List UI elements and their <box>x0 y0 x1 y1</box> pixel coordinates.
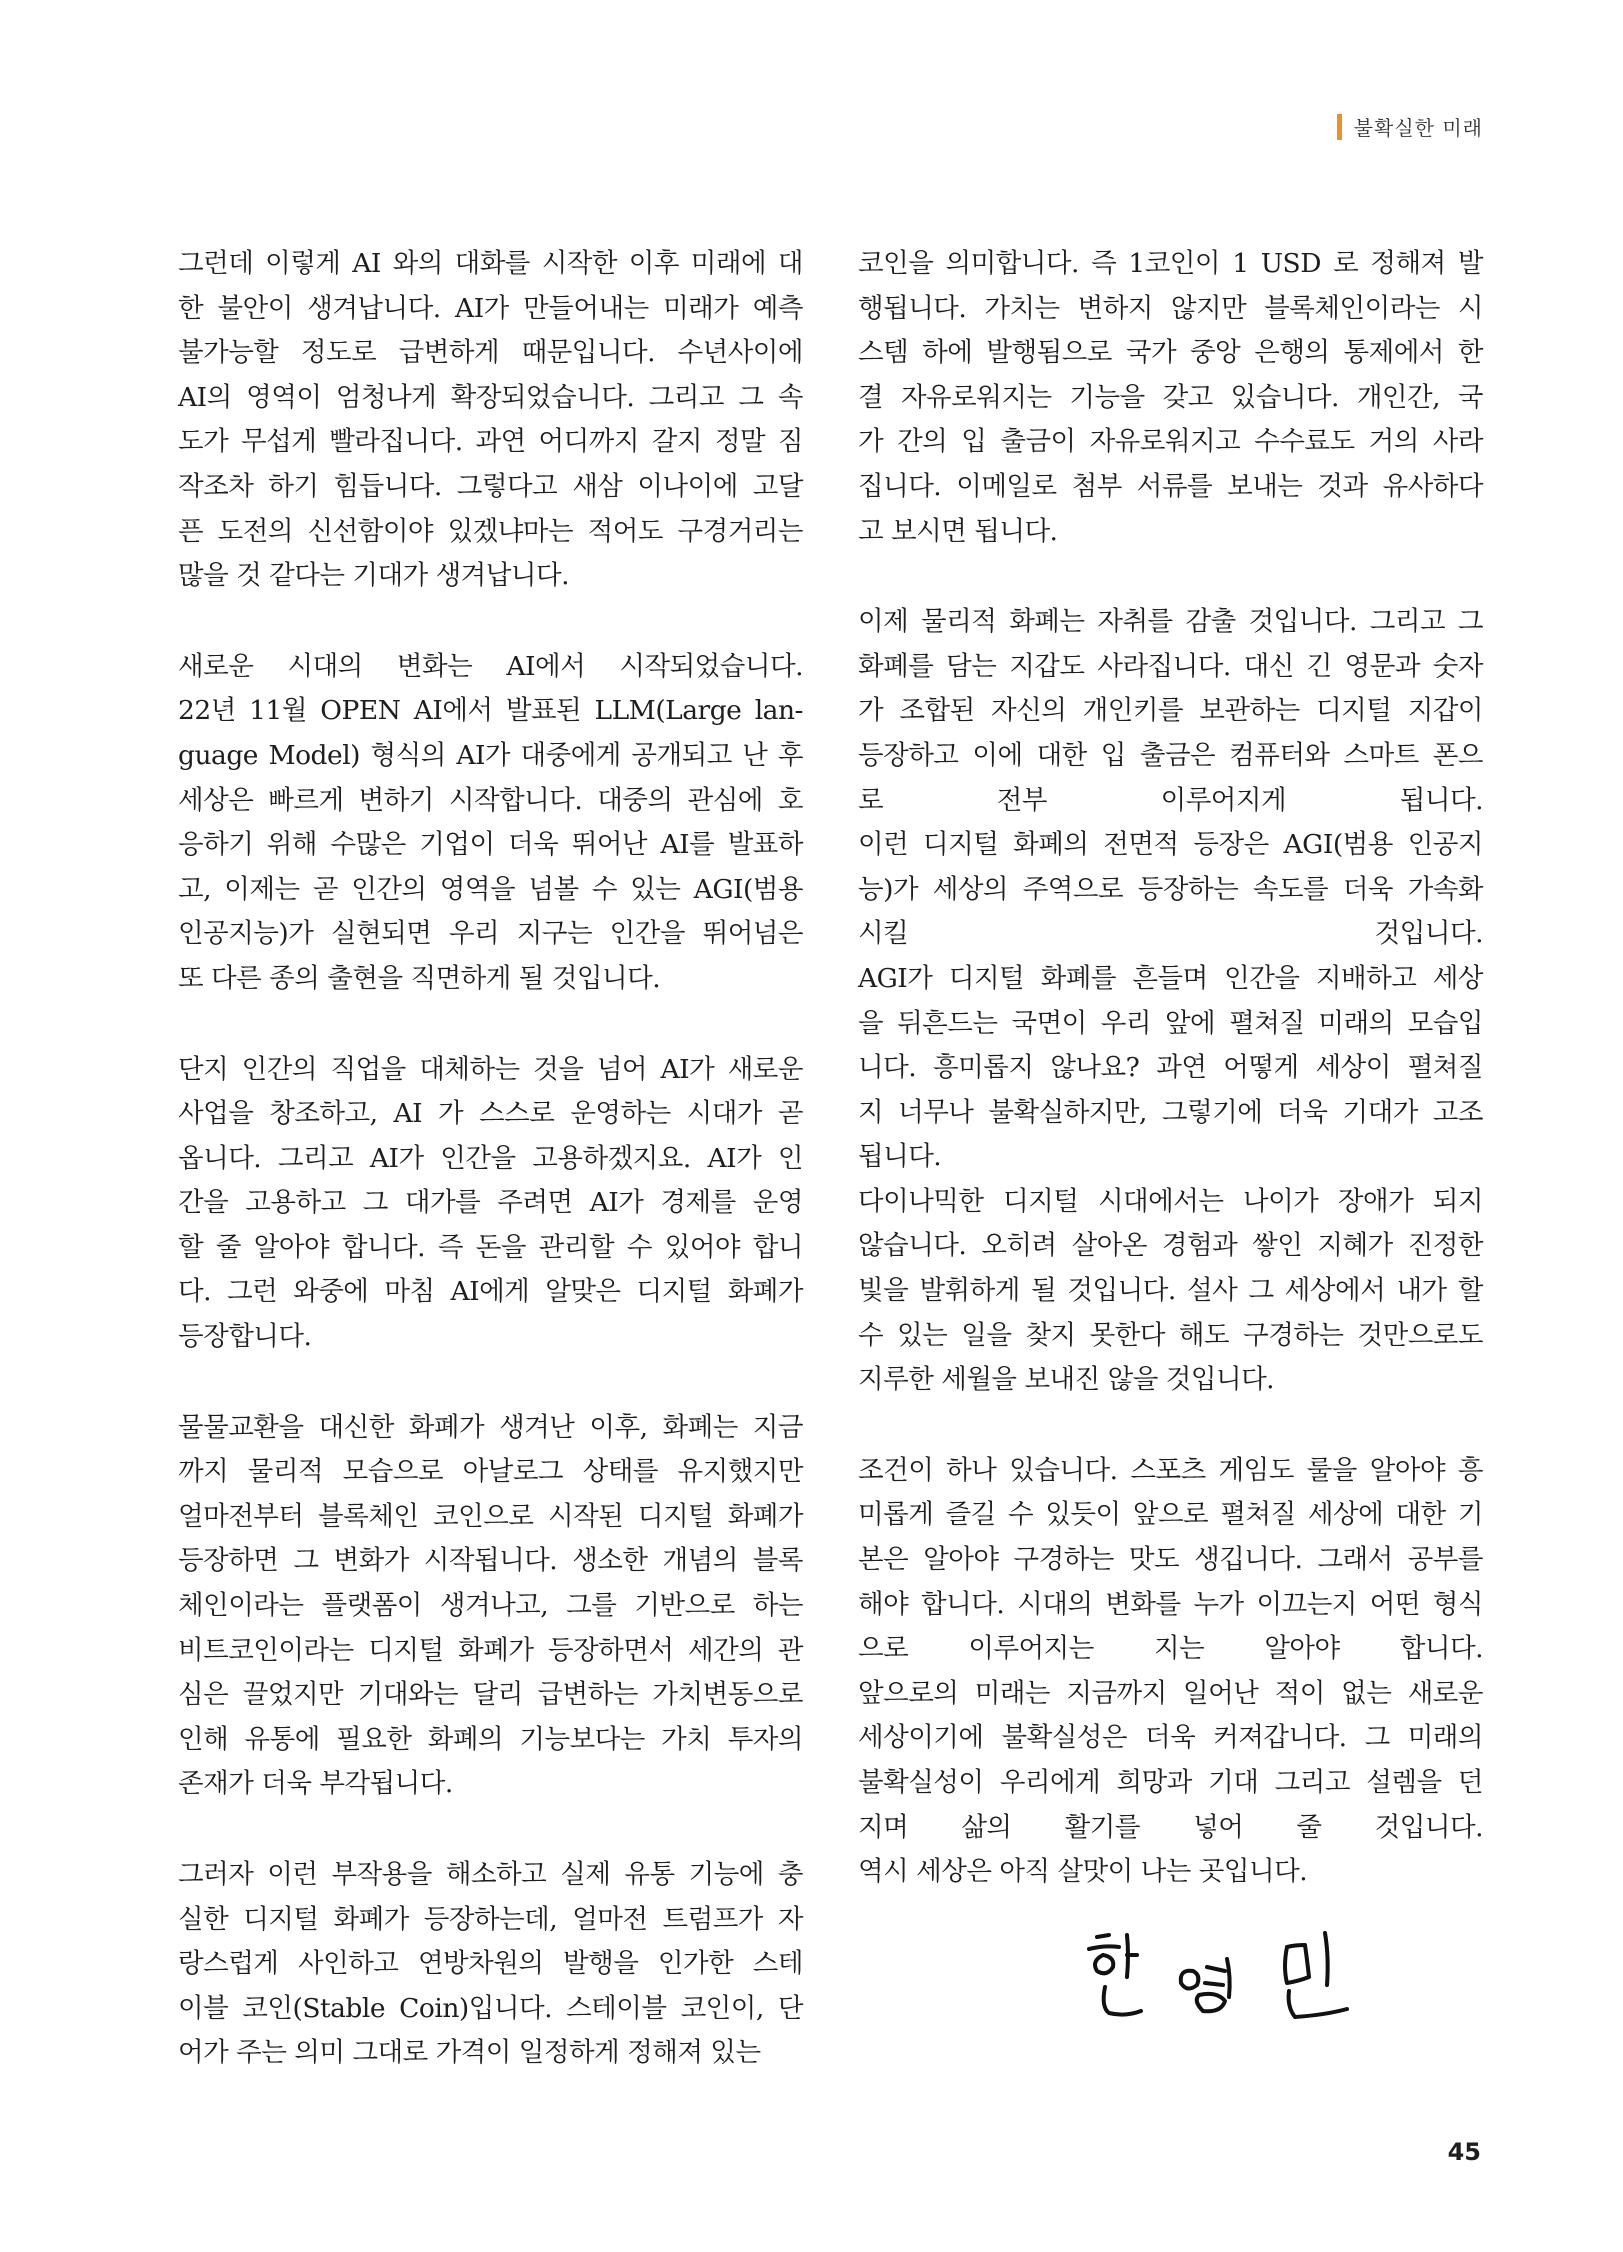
text-line: 세상이기에 불확실성은 더욱 커져갑니다. 그 미래의 <box>858 1722 1483 1754</box>
text-line: 등장하면 그 변화가 시작됩니다. 생소한 개념의 블록 <box>178 1545 803 1577</box>
text-line: 도가 무섭게 빨라집니다. 과연 어디까지 갈지 정말 짐 <box>178 426 803 458</box>
text-line: AI의 영역이 엄청나게 확장되었습니다. 그리고 그 속 <box>178 381 803 413</box>
text-line: 본은 알아야 구경하는 맛도 생깁니다. 그래서 공부를 <box>858 1544 1483 1576</box>
right-column <box>858 242 1483 1941</box>
text-line: 픈 도전의 신선함이야 있겠냐마는 적어도 구경거리는 <box>178 515 803 547</box>
text-line: 또 다른 종의 출현을 직면하게 될 것입니다. <box>178 962 661 994</box>
text-line: 인공지능)가 실현되면 우리 지구는 인간을 뛰어넘은 <box>178 918 803 950</box>
text-line: 지 너무나 불확실하지만, 그렇기에 더욱 기대가 고조 <box>858 1096 1483 1128</box>
text-line: 지루한 세월을 보내진 않을 것입니다. <box>858 1364 1275 1396</box>
text-line: 옵니다. 그리고 AI가 인간을 고용하겠지요. AI가 인 <box>178 1142 803 1174</box>
text-line: 을 뒤흔드는 국면이 우리 앞에 펼쳐질 미래의 모습입 <box>858 1007 1483 1039</box>
text-line: 역시 세상은 아직 살맛이 나는 곳입니다. <box>858 1856 1308 1888</box>
left-column-paragraph <box>178 1048 803 1360</box>
text-line: 얼마전부터 블록체인 코인으로 시작된 디지털 화폐가 <box>178 1500 803 1532</box>
text-line: 이런 디지털 화폐의 전면적 등장은 AGI(범용 인공지 <box>858 829 1483 861</box>
page-number: 45 <box>1447 2138 1481 2166</box>
text-line: 다이나믹한 디지털 시대에서는 나이가 장애가 되지 <box>858 1185 1483 1217</box>
text-line: 그런데 이렇게 AI 와의 대화를 시작한 이후 미래에 대 <box>178 248 803 279</box>
text-line: 체인이라는 플랫폼이 생겨나고, 그를 기반으로 하는 <box>178 1590 803 1622</box>
text-line: AGI가 디지털 화폐를 흔들며 인간을 지배하고 세상 <box>858 962 1483 994</box>
text-line: 해야 합니다. 시대의 변화를 누가 이끄는지 어떤 형식 <box>858 1588 1483 1620</box>
header-title: 불확실한 미래 <box>1353 116 1483 140</box>
text-line: 많을 것 같다는 기대가 생겨납니다. <box>178 560 570 592</box>
text-line: 할 줄 알아야 합니다. 즉 돈을 관리할 수 있어야 합니 <box>178 1231 803 1263</box>
left-column-paragraph <box>178 1406 803 1807</box>
running-header <box>1337 112 1483 141</box>
text-line: 화폐를 담는 지갑도 사라집니다. 대신 긴 영문과 숫자 <box>858 650 1483 682</box>
text-line: 그러자 이런 부작용을 해소하고 실제 유통 기능에 충 <box>178 1859 803 1890</box>
left-column-paragraph <box>178 645 803 1002</box>
text-line: 가 조합된 자신의 개인키를 보관하는 디지털 지갑이 <box>858 695 1483 727</box>
text-line: 다. 그런 와중에 마침 AI에게 알맞은 디지털 화폐가 <box>178 1276 803 1308</box>
right-column-paragraph <box>858 242 1483 554</box>
text-line: 미롭게 즐길 수 있듯이 앞으로 펼쳐질 세상에 대한 기 <box>858 1499 1483 1531</box>
text-line: 간을 고용하고 그 대가를 주려면 AI가 경제를 운영 <box>178 1187 803 1219</box>
text-line: 시킬 것입니다. <box>858 918 1483 950</box>
text-line: 까지 물리적 모습으로 아날로그 상태를 유지했지만 <box>178 1456 803 1488</box>
left-column-paragraph <box>178 1853 803 2076</box>
text-line: 으로 이루어지는 지는 알아야 합니다. <box>858 1633 1483 1665</box>
text-line: 물물교환을 대신한 화폐가 생겨난 이후, 화폐는 지금 <box>178 1411 803 1443</box>
text-line: guage Model) 형식의 AI가 대중에게 공개되고 난 후 <box>178 739 803 771</box>
text-line: 수 있는 일을 찾지 못한다 해도 구경하는 것만으로도 <box>858 1319 1483 1351</box>
text-line: 집니다. 이메일로 첨부 서류를 보내는 것과 유사하다 <box>858 470 1483 502</box>
text-line: 한 불안이 생겨납니다. AI가 만들어내는 미래가 예측 <box>178 292 803 324</box>
text-line: 가 간의 입 출금이 자유로워지고 수수료도 거의 사라 <box>858 426 1483 458</box>
text-line: 작조차 하기 힘듭니다. 그렇다고 새삼 이나이에 고달 <box>178 470 803 502</box>
handwritten-signature <box>1075 1925 1405 2035</box>
text-line: 결 자유로워지는 기능을 갖고 있습니다. 개인간, 국 <box>858 381 1483 413</box>
text-line: 새로운 시대의 변화는 AI에서 시작되었습니다. <box>178 650 803 682</box>
right-column-paragraph <box>858 600 1483 1403</box>
right-column-paragraph <box>858 1449 1483 1895</box>
text-line: 비트코인이라는 디지털 화폐가 등장하면서 세간의 관 <box>178 1634 803 1666</box>
text-line: 빛을 발휘하게 될 것입니다. 설사 그 세상에서 내가 할 <box>858 1275 1483 1307</box>
text-line: 로 전부 이루어지게 됩니다. <box>858 784 1483 816</box>
text-line: 인해 유통에 필요한 화폐의 기능보다는 가치 투자의 <box>178 1723 803 1755</box>
text-line: 니다. 흥미롭지 않나요? 과연 어떻게 세상이 펼쳐질 <box>858 1052 1483 1084</box>
text-line: 지며 삶의 활기를 넣어 줄 것입니다. <box>858 1811 1483 1843</box>
text-line: 능)가 세상의 주역으로 등장하는 속도를 더욱 가속화 <box>858 873 1483 905</box>
text-line: 불확실성이 우리에게 희망과 기대 그리고 설렘을 던 <box>858 1767 1483 1798</box>
text-line: 이제 물리적 화폐는 자취를 감출 것입니다. 그리고 그 <box>858 606 1483 638</box>
text-line: 심은 끌었지만 기대와는 달리 급변하는 가치변동으로 <box>178 1679 803 1711</box>
left-column-paragraph <box>178 242 803 599</box>
text-line: 22년 11월 OPEN AI에서 발표된 LLM(Large lan- <box>178 695 803 727</box>
text-line: 실한 디지털 화폐가 등장하는데, 얼마전 트럼프가 자 <box>178 1903 803 1935</box>
text-line: 등장합니다. <box>178 1321 312 1353</box>
text-line: 단지 인간의 직업을 대체하는 것을 넘어 AI가 새로운 <box>178 1053 803 1085</box>
text-line: 등장하고 이에 대한 입 출금은 컴퓨터와 스마트 폰으 <box>858 739 1483 771</box>
text-line: 랑스럽게 사인하고 연방차원의 발행을 인가한 스테 <box>178 1948 803 1980</box>
text-line: 불가능할 정도로 급변하게 때문입니다. 수년사이에 <box>178 337 803 369</box>
text-line: 어가 주는 의미 그대로 가격이 일정하게 정해져 있는 <box>178 2037 761 2069</box>
text-line: 행됩니다. 가치는 변하지 않지만 블록체인이라는 시 <box>858 292 1483 324</box>
text-line: 됩니다. <box>858 1141 942 1173</box>
text-line: 세상은 빠르게 변하기 시작합니다. 대중의 관심에 호 <box>178 784 803 816</box>
text-line: 고 보시면 됩니다. <box>858 515 1058 547</box>
text-line: 않습니다. 오히려 살아온 경험과 쌓인 지혜가 진정한 <box>858 1230 1483 1262</box>
text-line: 조건이 하나 있습니다. 스포츠 게임도 룰을 알아야 흥 <box>858 1454 1483 1486</box>
text-line: 앞으로의 미래는 지금까지 일어난 적이 없는 새로운 <box>858 1677 1483 1709</box>
header-accent-bar <box>1337 114 1342 140</box>
text-line: 코인을 의미합니다. 즉 1코인이 1 USD 로 정해져 발 <box>858 248 1483 279</box>
text-line: 존재가 더욱 부각됩니다. <box>178 1768 453 1800</box>
text-line: 사업을 창조하고, AI 가 스스로 운영하는 시대가 곧 <box>178 1098 803 1130</box>
text-line: 응하기 위해 수많은 기업이 더욱 뛰어난 AI를 발표하 <box>178 829 803 861</box>
text-line: 고, 이제는 곧 인간의 영역을 넘볼 수 있는 AGI(범용 <box>178 873 803 905</box>
text-line: 스템 하에 발행됨으로 국가 중앙 은행의 통제에서 한 <box>858 337 1483 369</box>
text-line: 이블 코인(Stable Coin)입니다. 스테이블 코인이, 단 <box>178 1992 803 2024</box>
left-column <box>178 242 803 2122</box>
